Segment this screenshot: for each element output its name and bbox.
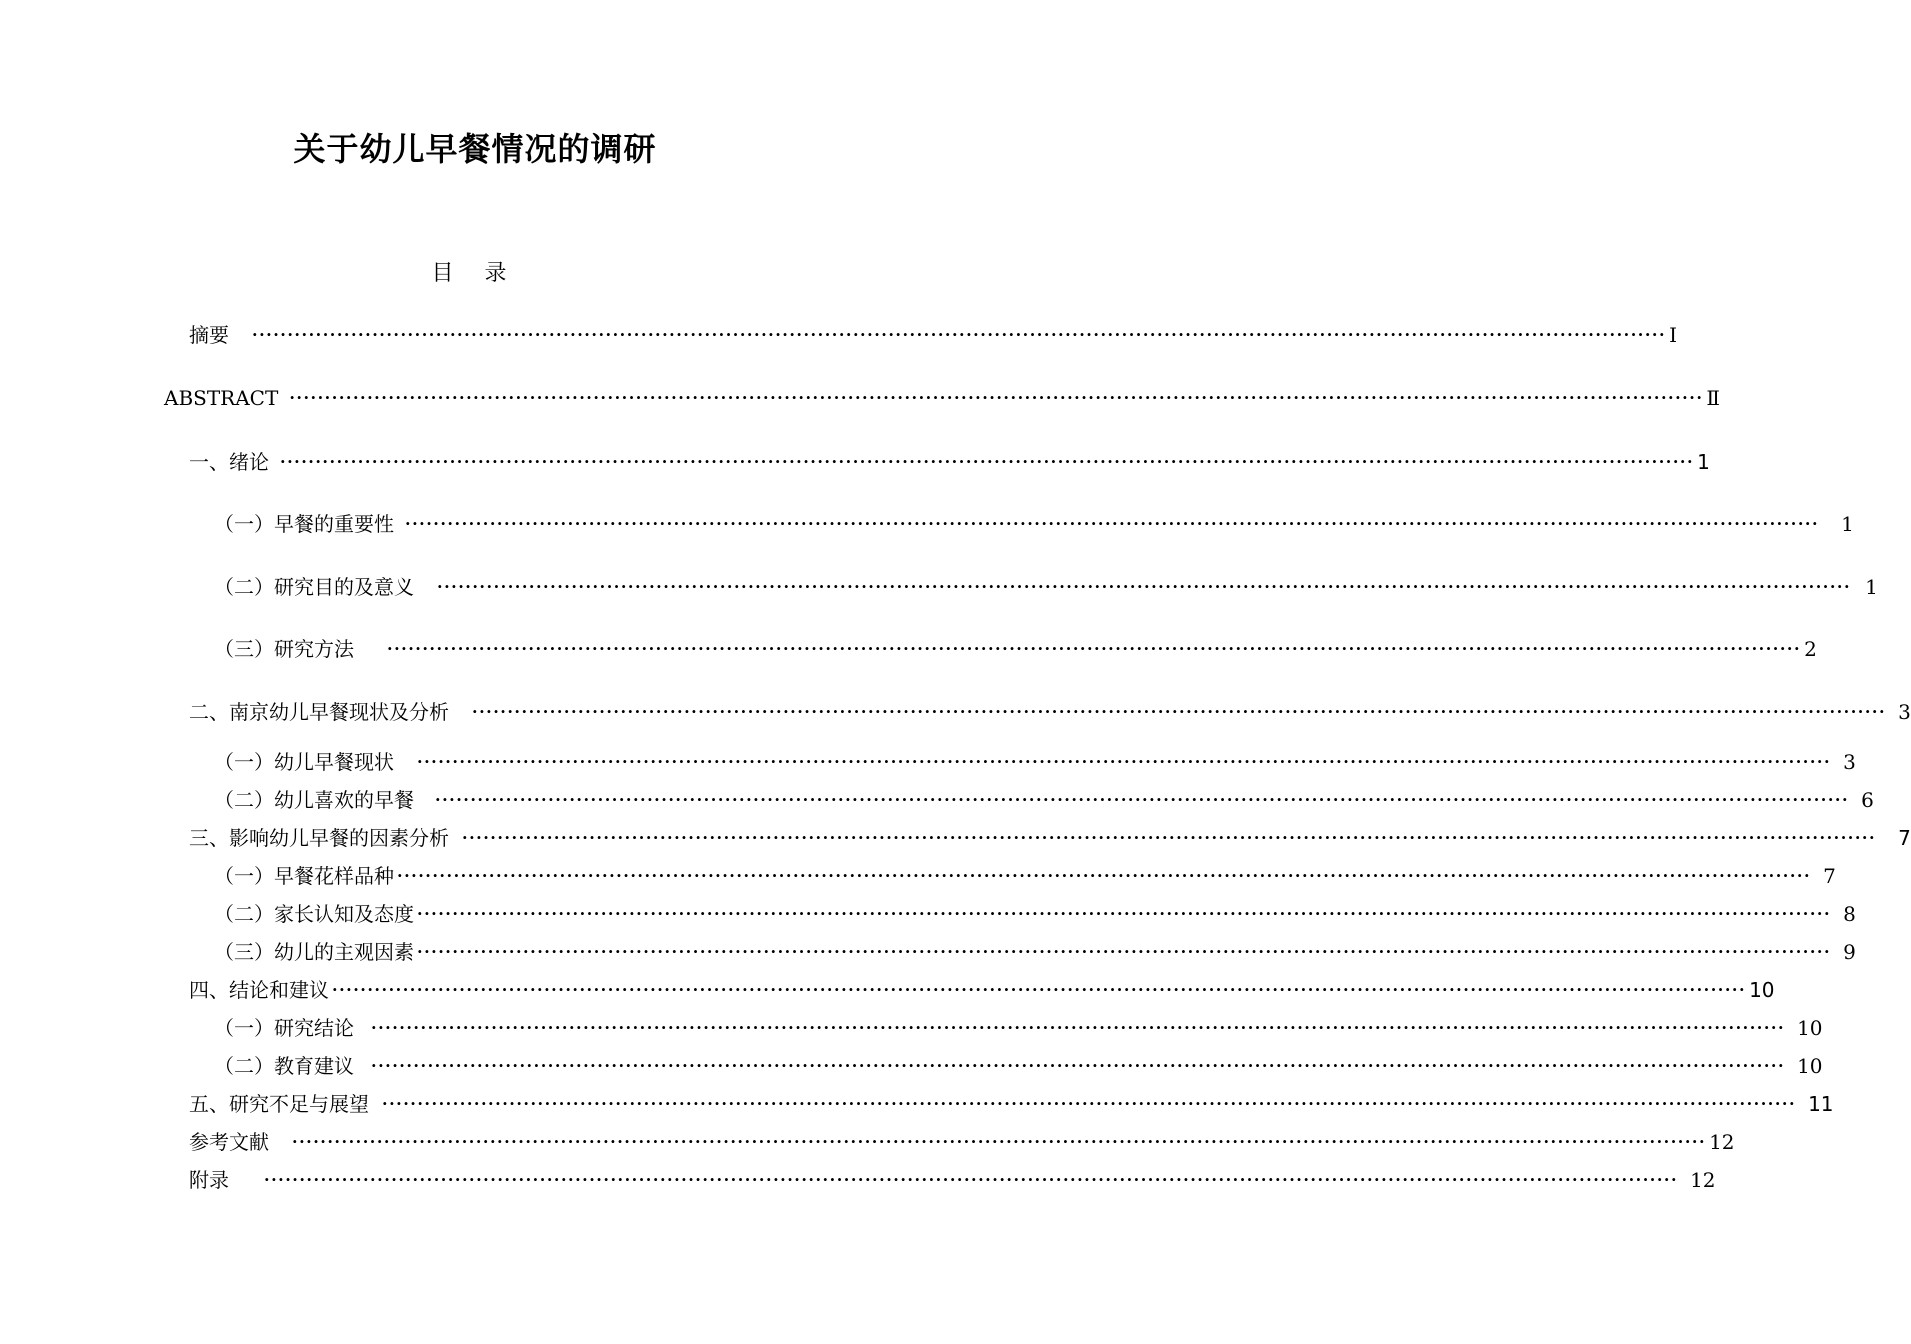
toc-entry-label: （三）幼儿的主观因素 [214, 940, 414, 964]
toc-entry-page: 2 [1804, 637, 1817, 661]
toc-entry-3-2[interactable] [214, 899, 1856, 929]
toc-entry-page: 3 [1843, 750, 1856, 774]
toc-entry-label: 参考文献 [189, 1130, 269, 1154]
toc-heading: 目 录 [431, 261, 519, 286]
dot-leader: ········································································································································································································ [435, 790, 1850, 809]
toc-entry-2-1[interactable] [214, 747, 1856, 777]
toc-entry-page: 8 [1843, 902, 1856, 926]
toc-entry-label: 三、影响幼儿早餐的因素分析 [189, 826, 449, 850]
toc-entry-label: 附录 [189, 1168, 229, 1192]
toc-entry-3-1[interactable] [214, 861, 1836, 891]
dot-leader: ········································································································································································································ [382, 1094, 1797, 1113]
toc-entry-page: 3 [1898, 700, 1911, 724]
toc-entry-page: 11 [1808, 1092, 1834, 1116]
toc-entry-chapter-3[interactable] [189, 823, 1911, 853]
dot-leader: ········································································································································································································ [417, 752, 1832, 771]
toc-entry-page: 1 [1697, 450, 1710, 474]
toc-entry-label: 二、南京幼儿早餐现状及分析 [189, 700, 449, 724]
toc-entry-appendix[interactable] [189, 1165, 1716, 1195]
toc-entry-label: （二）幼儿喜欢的早餐 [214, 788, 414, 812]
dot-leader: ········································································································································································································ [397, 866, 1812, 885]
toc-entry-3-3[interactable] [214, 937, 1856, 967]
toc-entry-label: （二）研究目的及意义 [214, 575, 414, 599]
dot-leader: ········································································································································································································ [405, 514, 1820, 533]
toc-entry-page: Ⅰ [1669, 323, 1677, 347]
toc-entry-1-1[interactable] [214, 509, 1854, 539]
toc-entry-2-2[interactable] [214, 785, 1874, 815]
toc-entry-label: 摘要 [189, 323, 229, 347]
toc-entry-4-2[interactable] [214, 1051, 1823, 1081]
toc-entry-page: 12 [1709, 1130, 1735, 1154]
toc-entry-4-1[interactable] [214, 1013, 1823, 1043]
toc-entry-page: 10 [1749, 978, 1775, 1002]
dot-leader: ········································································································································································································ [280, 452, 1695, 471]
dot-leader: ········································································································································································································ [472, 702, 1887, 721]
toc-entry-label: （一）早餐的重要性 [214, 512, 394, 536]
toc-entry-label: （三）研究方法 [214, 637, 354, 661]
toc-entry-1-3[interactable] [214, 634, 1817, 664]
document-title: 关于幼儿早餐情况的调研 [293, 130, 657, 168]
dot-leader: ········································································································································································································ [292, 1132, 1707, 1151]
dot-leader: ········································································································································································································ [252, 325, 1667, 344]
toc-entry-abstract-en[interactable] [164, 383, 1720, 413]
toc-entry-page: 6 [1861, 788, 1874, 812]
toc-entry-label: （一）幼儿早餐现状 [214, 750, 394, 774]
toc-entry-label: 五、研究不足与展望 [189, 1092, 369, 1116]
dot-leader: ········································································································································································································ [332, 980, 1747, 999]
toc-entry-chapter-2[interactable] [189, 697, 1911, 727]
toc-entry-label: （一）研究结论 [214, 1016, 354, 1040]
toc-entry-label: （二）教育建议 [214, 1054, 354, 1078]
toc-entry-label: ABSTRACT [164, 386, 279, 410]
dot-leader: ········································································································································································································ [462, 828, 1877, 847]
toc-entry-chapter-5[interactable] [189, 1089, 1834, 1119]
toc-entry-page: 9 [1843, 940, 1856, 964]
toc-entry-page: 12 [1690, 1168, 1716, 1192]
toc-entry-label: 一、绪论 [189, 450, 269, 474]
dot-leader: ········································································································································································································ [289, 388, 1704, 407]
toc-entry-chapter-4[interactable] [189, 975, 1775, 1005]
toc-entry-page: 10 [1797, 1016, 1823, 1040]
dot-leader: ········································································································································································································ [387, 639, 1802, 658]
dot-leader: ········································································································································································································ [371, 1018, 1786, 1037]
toc-entry-chapter-1[interactable] [189, 447, 1710, 477]
toc-entry-label: （一）早餐花样品种 [214, 864, 394, 888]
dot-leader: ········································································································································································································ [264, 1170, 1679, 1189]
dot-leader: ········································································································································································································ [371, 1056, 1786, 1075]
toc-entry-label: 四、结论和建议 [189, 978, 329, 1002]
dot-leader: ········································································································································································································ [417, 904, 1832, 923]
toc-entry-references[interactable] [189, 1127, 1735, 1157]
toc-entry-abstract-cn[interactable] [189, 320, 1677, 350]
toc-entry-page: 1 [1865, 575, 1878, 599]
toc-entry-page: 7 [1823, 864, 1836, 888]
dot-leader: ········································································································································································································ [437, 577, 1852, 596]
toc-entry-page: Ⅱ [1706, 386, 1720, 410]
dot-leader: ········································································································································································································ [417, 942, 1832, 961]
toc-entry-page: 10 [1797, 1054, 1823, 1078]
toc-entry-1-2[interactable] [214, 572, 1878, 602]
toc-entry-label: （二）家长认知及态度 [214, 902, 414, 926]
toc-entry-page: 7 [1898, 826, 1911, 850]
toc-entry-page: 1 [1841, 512, 1854, 536]
